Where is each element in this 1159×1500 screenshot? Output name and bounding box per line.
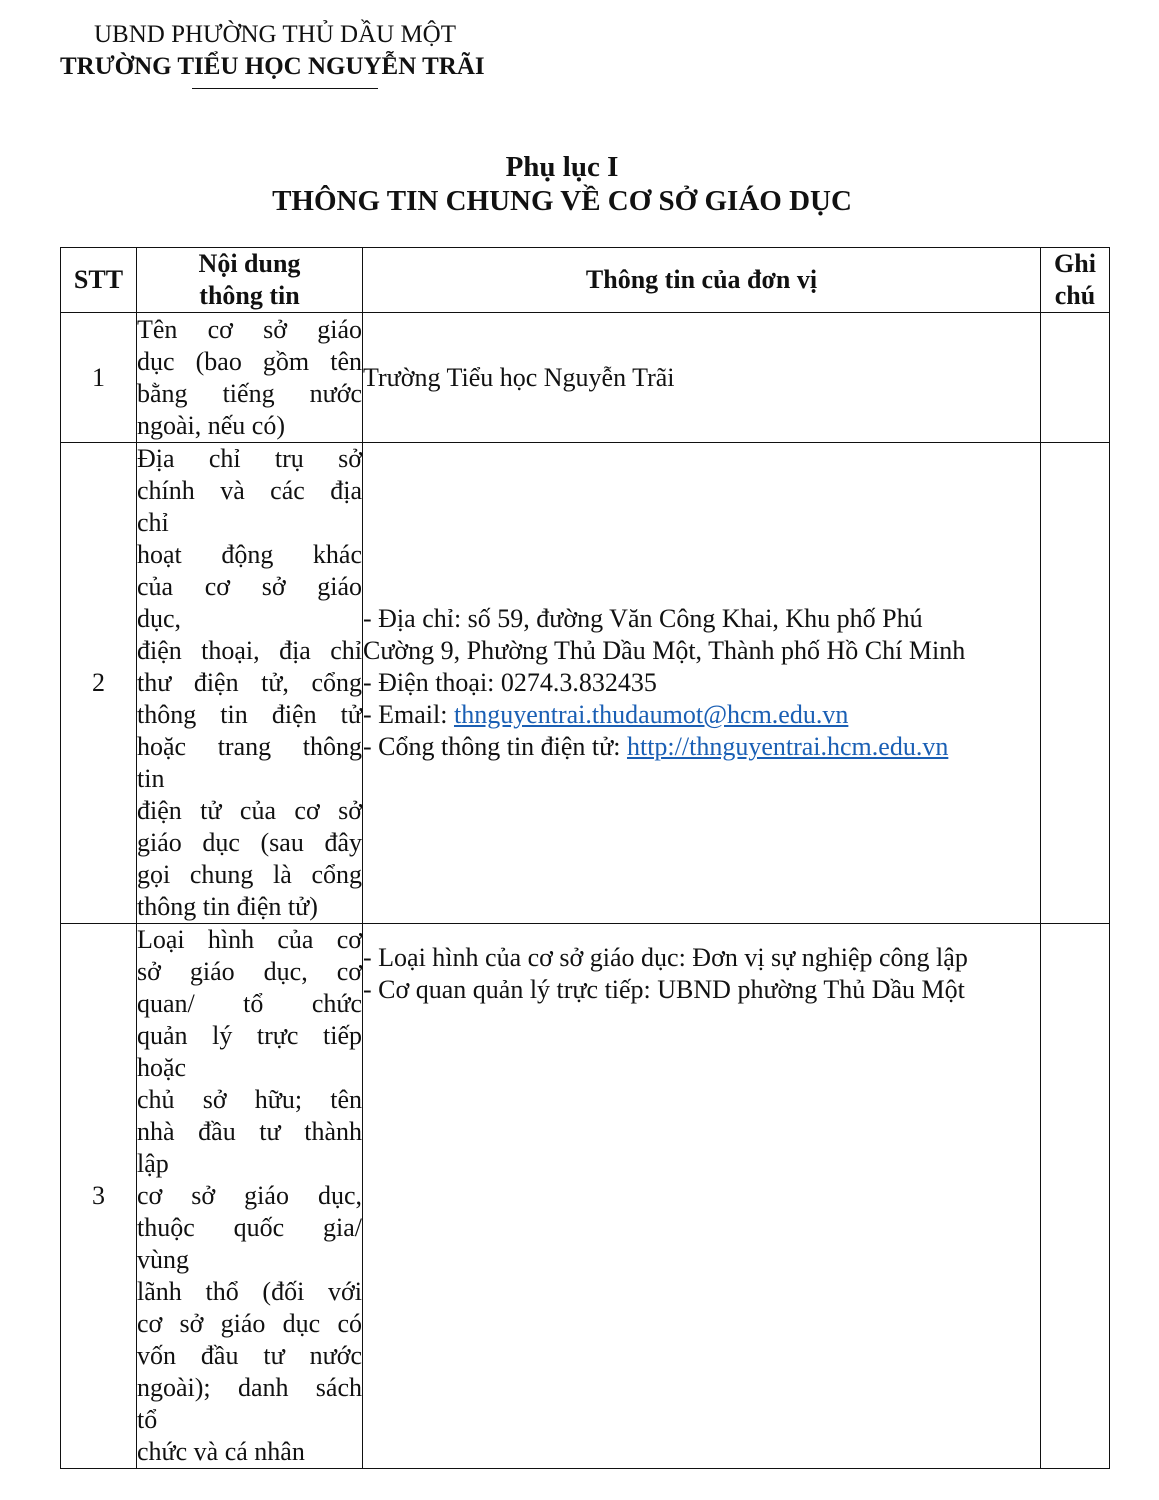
header-row (61, 248, 1110, 313)
content-line: tổ (137, 1405, 158, 1434)
table-row (61, 924, 1110, 1469)
header-note-line-2: chú (1054, 281, 1096, 310)
portal-link[interactable]: http://thnguyentrai.hcm.edu.vn (626, 732, 949, 761)
content-line: dục, (137, 604, 182, 633)
header-content-line-2: thông tin (199, 281, 300, 310)
content-line: bằng tiếng nước (137, 378, 362, 408)
content-line: thông tin điện tử (137, 700, 362, 729)
info-table (60, 247, 1110, 1469)
email-line (363, 699, 1040, 731)
content-line: hoạt động khác (137, 540, 362, 569)
appendix-label: Phụ lục I (505, 151, 619, 183)
content-line: chủ sở hữu; tên (137, 1085, 362, 1114)
table-row (61, 313, 1110, 443)
content-line: hoặc (137, 1053, 187, 1082)
header-stt: STT (61, 248, 137, 313)
row-value (363, 924, 1041, 1469)
row-note (1041, 313, 1110, 443)
content-line: cơ sở giáo dục, (137, 1181, 362, 1210)
content-line: gọi chung là cổng (137, 860, 362, 889)
content-line: tin (137, 764, 165, 793)
content-line: chính và các địa (137, 476, 362, 505)
row-note (1041, 443, 1110, 924)
content-line: Địa chỉ trụ sở (137, 444, 362, 473)
content-line: lập (137, 1149, 169, 1178)
content-line: giáo dục (sau đây (137, 828, 362, 857)
agency-line: - Cơ quan quản lý trực tiếp: UBND phường Thủ Dầu Một (363, 975, 965, 1004)
row-content (137, 443, 363, 924)
header-info: Thông tin của đơn vị (363, 248, 1041, 313)
content-line: thuộc quốc gia/ (137, 1213, 362, 1242)
content-line: chỉ (137, 508, 169, 537)
content-line: nhà đầu tư thành (137, 1117, 362, 1146)
content-line: ngoài); danh sách (137, 1373, 362, 1402)
email-link[interactable]: thnguyentrai.thudaumot@hcm.edu.vn (453, 700, 849, 729)
row-content (137, 924, 363, 1469)
org-underline (192, 88, 378, 89)
row-note (1041, 924, 1110, 1469)
row-value (363, 443, 1041, 924)
content-line: của cơ sở giáo (137, 572, 362, 601)
header-note-line-1: Ghi (1054, 249, 1096, 278)
row-stt: 2 (61, 443, 137, 924)
header-note (1041, 248, 1110, 313)
row-stt: 3 (61, 924, 137, 1469)
content-line: sở giáo dục, cơ (137, 957, 362, 986)
document-title: THÔNG TIN CHUNG VỀ CƠ SỞ GIÁO DỤC (272, 185, 852, 217)
phone-line: - Điện thoại: 0274.3.832435 (363, 668, 657, 697)
content-line: vốn đầu tư nước (137, 1341, 362, 1370)
content-line: chức và cá nhân (137, 1437, 305, 1466)
content-line: điện thoại, địa chỉ (137, 636, 362, 665)
address-line-1: - Địa chỉ: số 59, đường Văn Công Khai, Khu phố Phú (363, 604, 923, 633)
row-content (137, 313, 363, 443)
header-content-line-1: Nội dung (198, 249, 301, 278)
content-line: cơ sở giáo dục có (137, 1309, 362, 1338)
content-line: quản lý trực tiếp (137, 1021, 362, 1050)
portal-line (363, 731, 1040, 763)
content-line: quan/ tổ chức (137, 989, 362, 1018)
issuing-organization (60, 18, 540, 82)
header-content (137, 248, 363, 313)
type-line: - Loại hình của cơ sở giáo dục: Đơn vị sự nghiệp công lập (363, 943, 968, 972)
address-line-2: Cường 9, Phường Thủ Dầu Một, Thành phố Hồ Chí Minh (363, 636, 966, 665)
content-line: ngoài, nếu có) (137, 410, 286, 440)
content-line: vùng (137, 1245, 189, 1274)
row-value: Trường Tiểu học Nguyễn Trãi (363, 313, 1041, 443)
content-line: dục (bao gồm tên (137, 346, 362, 376)
org-line-2: TRƯỜNG TIỂU HỌC NGUYỄN TRÃI (60, 53, 485, 80)
content-line: điện tử của cơ sở (137, 796, 362, 825)
row-stt: 1 (61, 313, 137, 443)
email-label: - Email: (363, 700, 454, 729)
portal-label: - Cổng thông tin điện tử: (363, 732, 627, 761)
table-row (61, 443, 1110, 924)
content-line: Tên cơ sở giáo (137, 314, 362, 344)
content-line: Loại hình của cơ (137, 925, 362, 954)
org-line-1: UBND PHƯỜNG THỦ DẦU MỘT (94, 21, 456, 48)
content-line: thư điện tử, cổng (137, 668, 362, 697)
content-line: hoặc trang thông (137, 732, 362, 761)
content-line: lãnh thổ (đối với (137, 1277, 362, 1306)
content-line: thông tin điện tử) (137, 892, 318, 921)
